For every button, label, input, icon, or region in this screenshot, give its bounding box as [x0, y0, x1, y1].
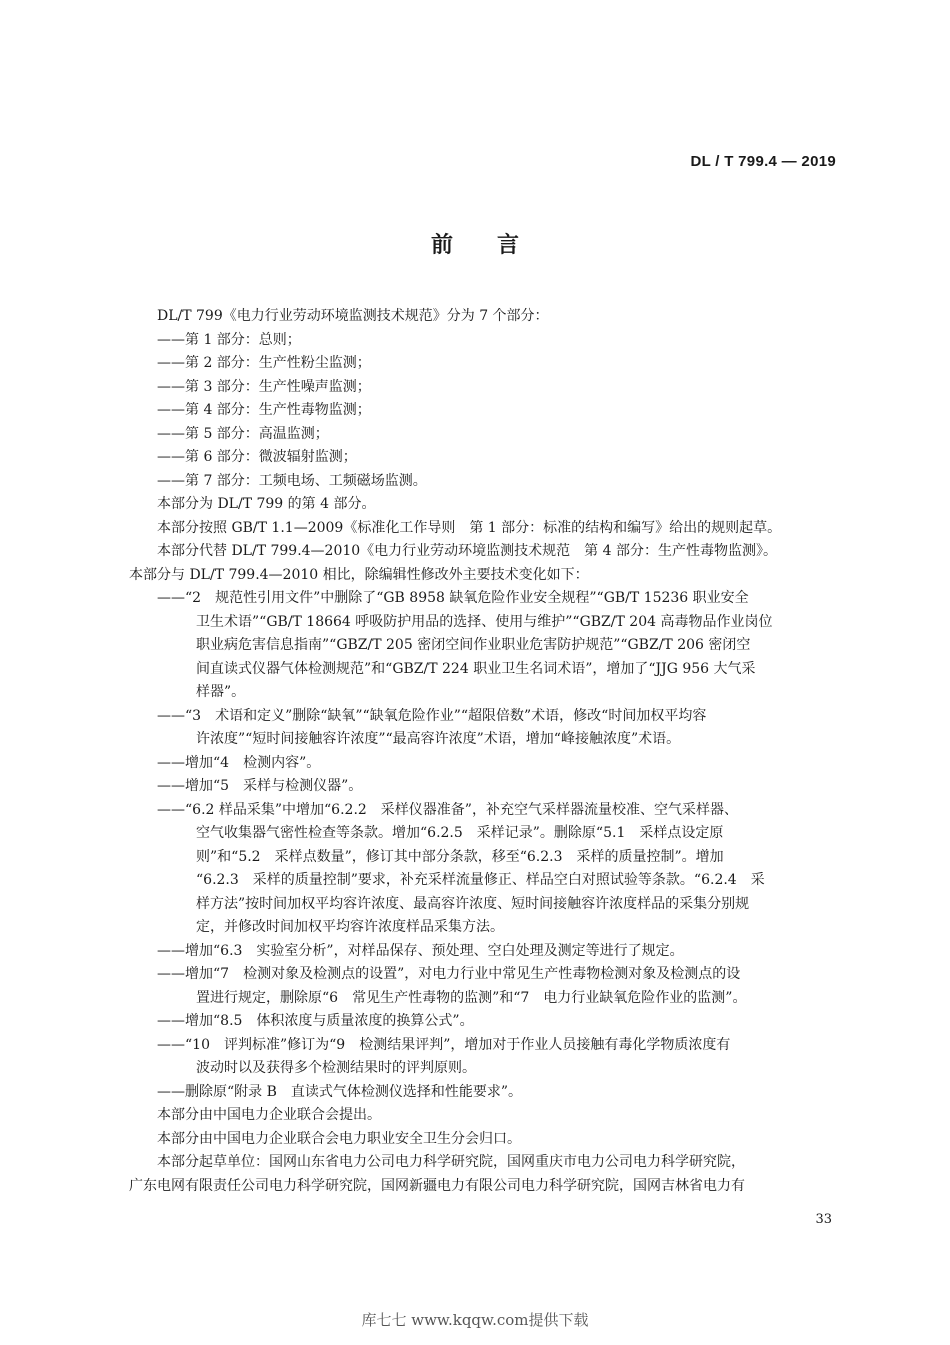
- text-line: ——删除原“附录 B 直读式气体检测仪选择和性能要求”。: [157, 1083, 523, 1100]
- text-line: ——第 4 部分：生产性毒物监测；: [157, 402, 371, 418]
- text-line: 本部分按照 GB/T 1.1—2009《标准化工作导则 第 1 部分：标准的结构和编写》给出的规则起草。: [157, 519, 782, 536]
- text-line: DL/T 799《电力行业劳动环境监测技术规范》分为 7 个部分：: [157, 308, 549, 324]
- text-line: ——“3 术语和定义”删除“缺氧”“缺氧危险作业”“超限倍数”术语，修改“时间加权平均容: [157, 707, 707, 724]
- text-line: 本部分起草单位：国网山东省电力公司电力科学研究院，国网重庆市电力公司电力科学研究院，: [157, 1154, 745, 1170]
- text-line: 本部分由中国电力企业联合会提出。: [157, 1107, 381, 1123]
- text-line: 卫生术语”“GB/T 18664 呼吸防护用品的选择、使用与维护”“GBZ/T 204 高毒物品作业岗位: [196, 613, 773, 630]
- text-line: ——增加“5 采样与检测仪器”。: [157, 778, 363, 794]
- text-line: 定，并修改时间加权平均容许浓度样品采集方法。: [196, 919, 504, 935]
- text-line: 样器”。: [196, 684, 246, 700]
- download-watermark[interactable]: 库七七 www.kqqw.com提供下载: [361, 1311, 589, 1329]
- text-line: 置进行规定，删除原“6 常见生产性毒物的监测”和“7 电力行业缺氧危险作业的监测”。: [196, 989, 747, 1006]
- text-line: 空气收集器气密性检查等条款。增加“6.2.5 采样记录”。删除原“5.1 采样点设定原: [196, 825, 724, 841]
- text-line: ——“10 评判标准”修订为“9 检测结果评判”，增加对于作业人员接触有毒化学物质浓度有: [157, 1036, 731, 1053]
- text-line: ——第 7 部分：工频电场、工频磁场监测。: [157, 472, 427, 489]
- standard-number: DL / T 799.4 — 2019: [690, 153, 836, 170]
- text-line: ——增加“4 检测内容”。: [157, 754, 321, 771]
- page-number: 33: [815, 1212, 832, 1227]
- text-line: ——第 5 部分：高温监测；: [157, 425, 329, 442]
- page-title: [0, 228, 950, 259]
- text-line: 则”和“5.2 采样点数量”，修订其中部分条款，移至“6.2.3 采样的质量控制”。增加: [196, 848, 724, 865]
- text-line: 本部分为 DL/T 799 的第 4 部分。: [157, 496, 376, 512]
- foreword-body: [129, 305, 849, 1198]
- text-line: ——增加“7 检测对象及检测点的设置”，对电力行业中常见生产性毒物检测对象及检测点的设: [157, 966, 741, 982]
- text-line: ——增加“8.5 体积浓度与质量浓度的换算公式”。: [157, 1013, 474, 1029]
- text-line: 间直读式仪器气体检测规范”和“GBZ/T 224 职业卫生名词术语”，增加了“JJG 956 大气采: [196, 660, 756, 677]
- text-line: 波动时以及获得多个检测结果时的评判原则。: [196, 1060, 476, 1076]
- text-line: 本部分由中国电力企业联合会电力职业安全卫生分会归口。: [157, 1130, 521, 1147]
- text-line: ——“2 规范性引用文件”中删除了“GB 8958 缺氧危险作业安全规程”“GB/T 15236 职业安全: [157, 590, 749, 606]
- text-line: ——第 2 部分：生产性粉尘监测；: [157, 355, 371, 371]
- title-char-1: 前: [430, 233, 453, 258]
- title-char-2: 言: [497, 233, 520, 258]
- text-line: 职业病危害信息指南”“GBZ/T 205 密闭空间作业职业危害防护规范”“GBZ/T 206 密闭空: [196, 637, 751, 653]
- text-line: ——第 6 部分：微波辐射监测；: [157, 449, 357, 465]
- text-line: ——增加“6.3 实验室分析”，对样品保存、预处理、空白处理及测定等进行了规定。: [157, 942, 684, 959]
- text-line: 许浓度”“短时间接触容许浓度”“最高容许浓度”术语，增加“峰接触浓度”术语。: [196, 731, 681, 747]
- text-line: “6.2.3 采样的质量控制”要求，补充采样流量修正、样品空白对照试验等条款。“6.2.4 采: [196, 872, 765, 888]
- text-line: ——第 3 部分：生产性噪声监测；: [157, 378, 371, 395]
- text-line: 广东电网有限责任公司电力科学研究院，国网新疆电力有限公司电力科学研究院，国网吉林省电力有: [129, 1177, 745, 1194]
- text-line: ——第 1 部分：总则；: [157, 331, 301, 348]
- text-line: 样方法”按时间加权平均容许浓度、最高容许浓度、短时间接触容许浓度样品的采集分别规: [196, 895, 750, 912]
- text-line: ——“6.2 样品采集”中增加“6.2.2 采样仪器准备”，补充空气采样器流量校准、空气采样器、: [157, 801, 738, 818]
- text-line: 本部分代替 DL/T 799.4—2010《电力行业劳动环境监测技术规范 第 4 部分：生产性毒物监测》。: [157, 543, 777, 559]
- text-line: 本部分与 DL/T 799.4—2010 相比，除编辑性修改外主要技术变化如下：: [129, 566, 589, 583]
